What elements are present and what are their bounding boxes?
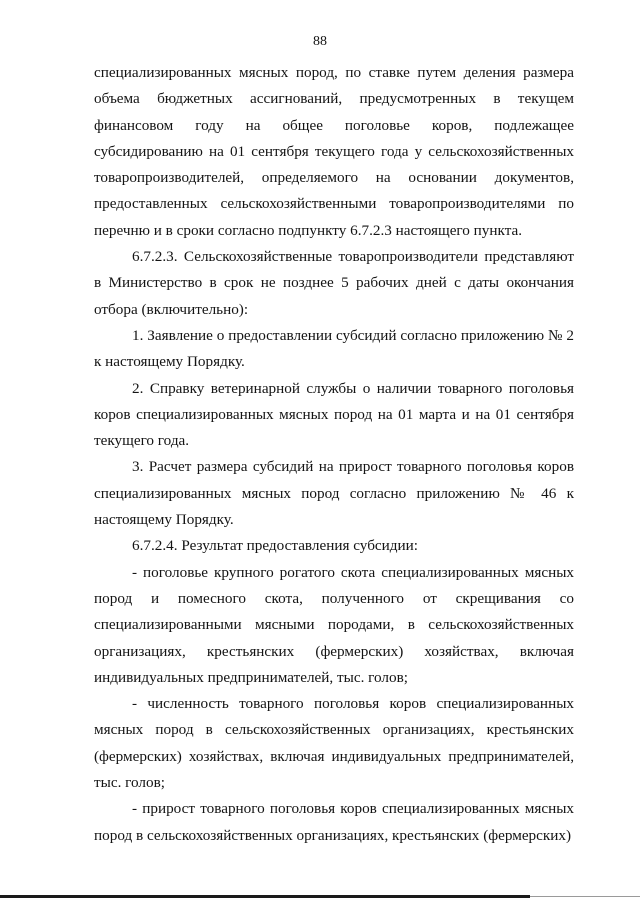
page-number: 88 (313, 34, 327, 49)
paragraph-6-7-2-4: 6.7.2.4. Результат предоставления субсидии: (132, 537, 418, 555)
bottom-scan-edge-tail (530, 896, 640, 897)
paragraph-6-7-2-3: 6.7.2.3. Сельскохозяйственные товаропроизводители представляют в Министерство в срок не позднее 5 рабочих дней с даты окончания отбора (включительно): (94, 248, 574, 318)
bottom-scan-edge (0, 895, 530, 898)
result-item-3: - прирост товарного поголовья коров специализированных мясных пород в сельскохозяйственных организациях, крестьянских (фермерских) (94, 800, 574, 844)
list-item-2: 2. Справку ветеринарной службы о наличии товарного поголовья коров специализированных мясных пород на 01 марта и на 01 сентября текущего года. (94, 379, 574, 450)
result-item-2: - численность товарного поголовья коров специализированных мясных пород в сельскохозяйственных организациях, крестьянских (фермерских) хозяйствах, включая индивидуальных предпринимателей, тыс. голов; (94, 695, 574, 792)
document-body (94, 60, 574, 849)
result-item-1: - поголовье крупного рогатого скота специализированных мясных пород и помесного скота, полученного от скрещивания со специализированными мясными породами, в сельскохозяйственных организациях, крестьянских (фермерских) хозяйствах, включая индивидуальных предпринимателей, тыс. голов; (94, 563, 574, 686)
list-item-3: 3. Расчет размера субсидий на прирост товарного поголовья коров специализированных мясных пород согласно приложению № 46 к настоящему Порядку. (94, 458, 574, 529)
list-item-1: 1. Заявление о предоставлении субсидий согласно приложению № 2 к настоящему Порядку. (94, 326, 574, 371)
paragraph-continuation: специализированных мясных пород, по ставке путем деления размера объема бюджетных ассигнований, предусмотренных в текущем финансовом году на общее поголовье коров, подлежащее субсидированию на 01 сентября текущего года у сельскохозяйственных товаропроизводителей, определяемого на основании документов, предоставленных сельскохозяйственными товаропроизводителями по перечню и в сроки согласно подпункту 6.7.2.3 настоящего пункта. (94, 64, 574, 239)
